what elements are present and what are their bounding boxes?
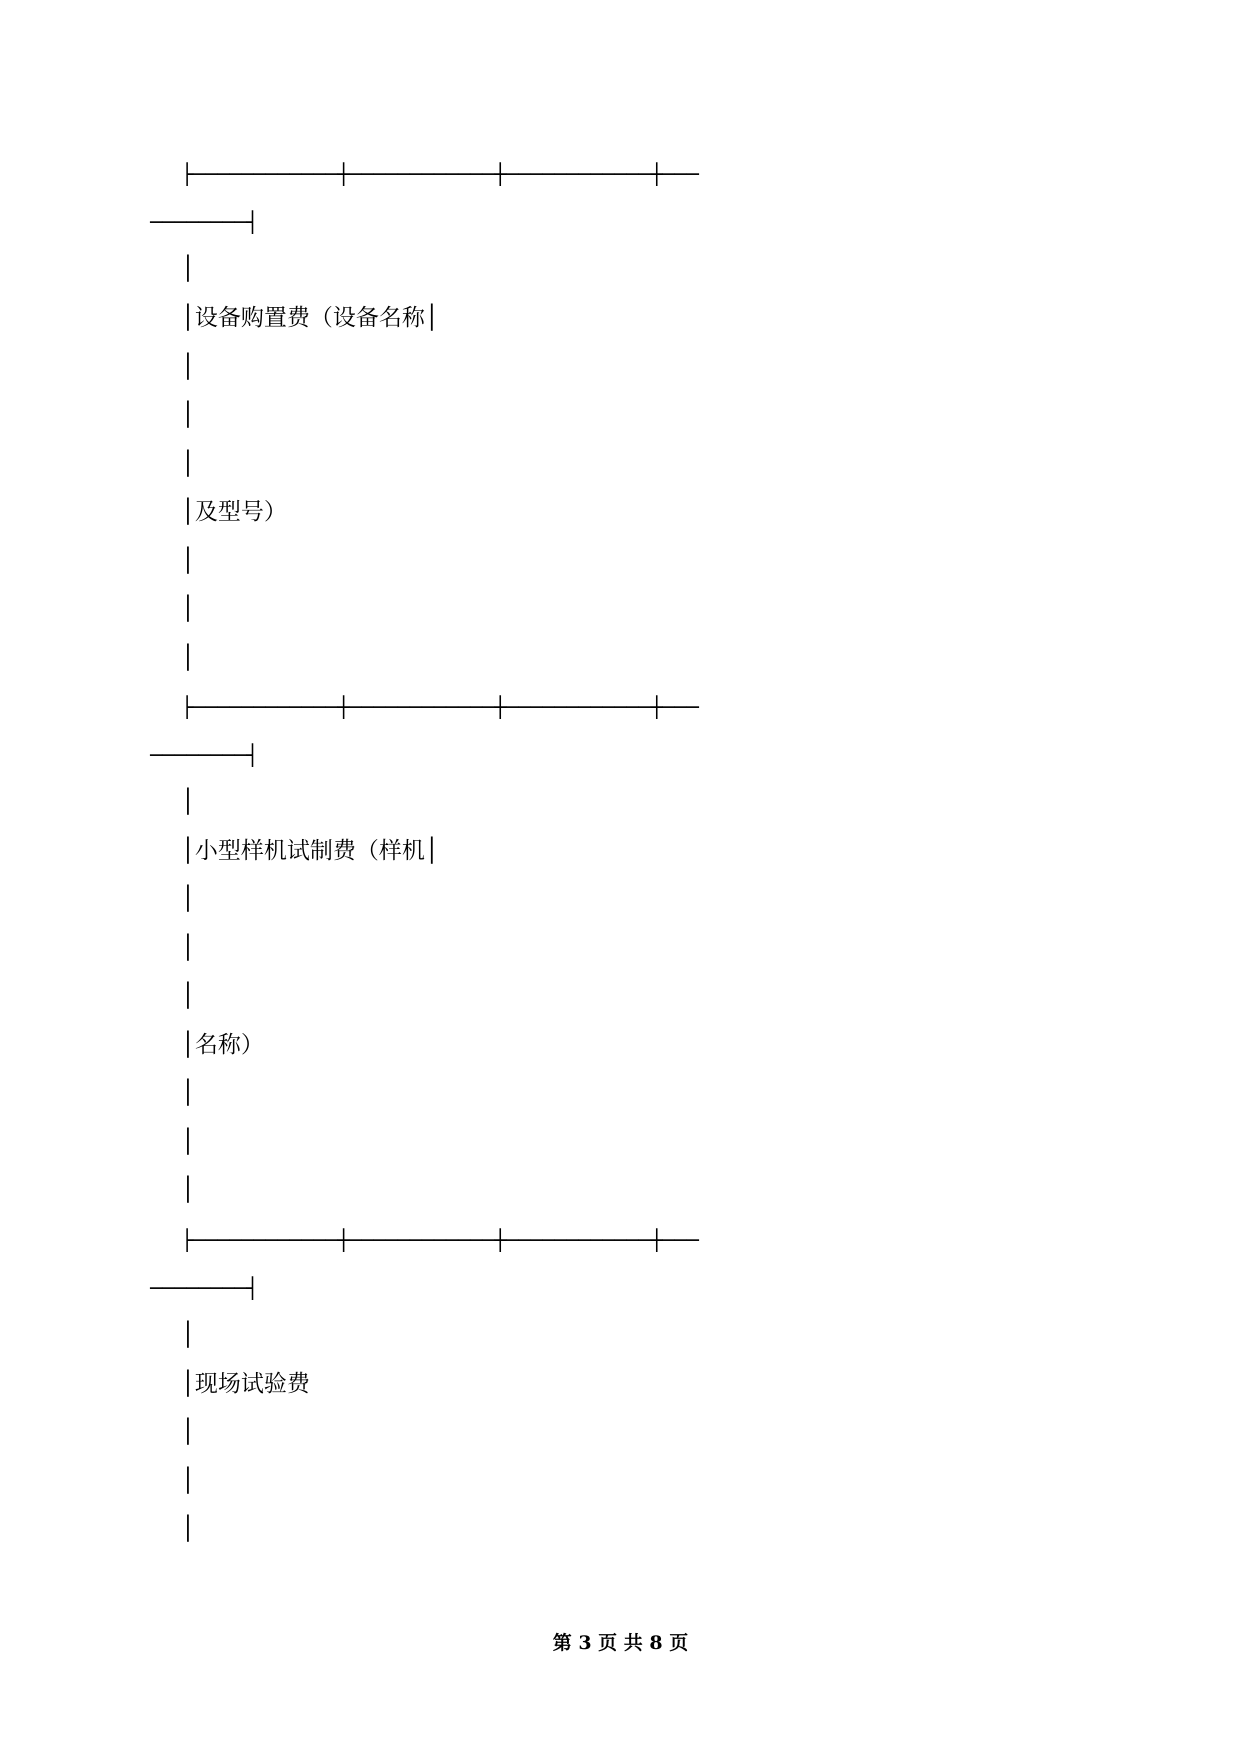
table-cell-text: │及型号） (181, 499, 287, 525)
table-rule-line (181, 697, 1095, 719)
table-cell-border: │ (181, 645, 195, 671)
table-cell-border: │ (181, 1322, 195, 1348)
table-cell-border: │ (181, 1129, 195, 1155)
table-cell-border: │ (181, 1419, 195, 1445)
table-cell-border: │ (181, 789, 195, 815)
table-rule-text: ────────┤ (150, 743, 259, 767)
table-cell-border: │ (181, 935, 195, 961)
table-rule-text: ├────────────┼────────────┼────────────┼─── (181, 162, 699, 186)
table-cell-text: │名称） (181, 1032, 264, 1058)
table-rule-text: ────────┤ (150, 210, 259, 234)
table-rule-text: ────────┤ (150, 1276, 259, 1300)
table-rule-text: ├────────────┼────────────┼────────────┼─── (181, 1228, 699, 1252)
table-cell-border: │ (181, 1080, 195, 1106)
table-cell-border: │ (181, 1516, 195, 1542)
table-cell-border: │ (181, 1177, 195, 1203)
table-cell-text: │设备购置费（设备名称│ (181, 305, 439, 331)
table-cell-border: │ (181, 983, 195, 1009)
table-cell-text: │小型样机试制费（样机│ (181, 838, 439, 864)
table-cell-border: │ (181, 548, 195, 574)
table-cell-border: │ (181, 402, 195, 428)
table-rule-line (181, 164, 1095, 186)
table-cell-border: │ (181, 256, 195, 282)
table-rule-text: ├────────────┼────────────┼────────────┼─── (181, 695, 699, 719)
table-cell-text: │现场试验费 (181, 1371, 310, 1397)
table-rule-line (181, 1230, 1095, 1252)
page-number-footer: 第 3 页 共 8 页 (552, 1632, 689, 1654)
table-cell-border: │ (181, 1468, 195, 1494)
table-cell-border: │ (181, 451, 195, 477)
table-cell-border: │ (181, 596, 195, 622)
table-cell-border: │ (181, 886, 195, 912)
table-cell-border: │ (181, 354, 195, 380)
